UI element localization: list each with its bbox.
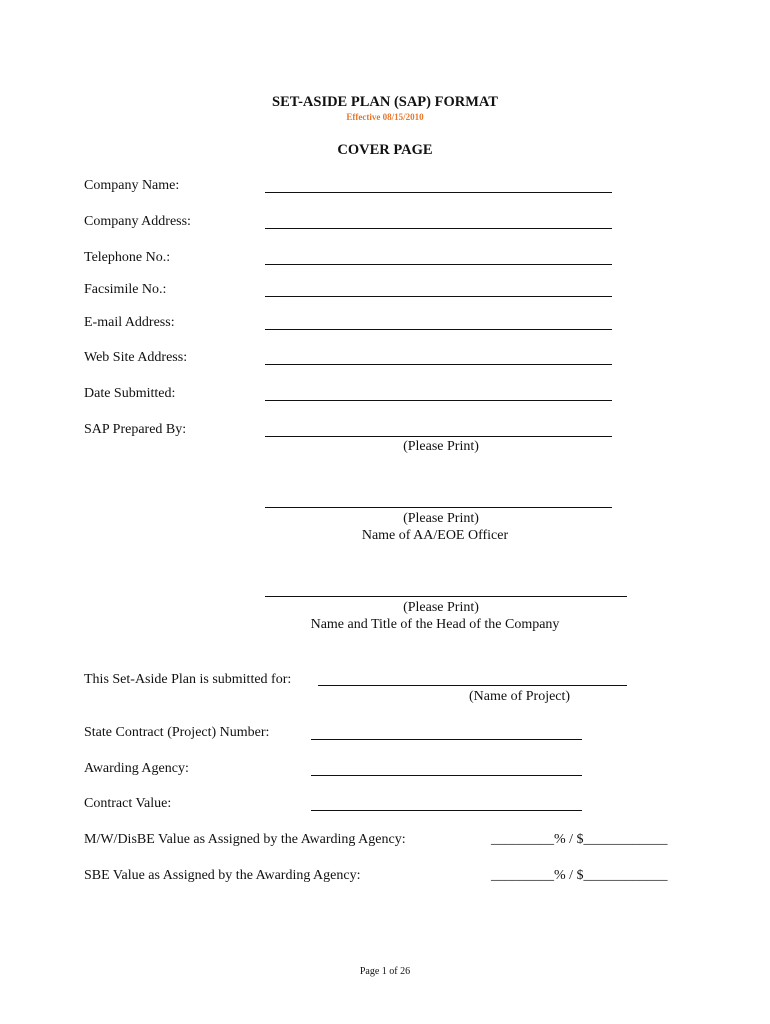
- company-name-field[interactable]: [265, 192, 612, 193]
- awarding-agency-field[interactable]: [311, 775, 582, 776]
- contract-number-field[interactable]: [311, 739, 582, 740]
- email-label: E-mail Address:: [84, 315, 175, 330]
- facsimile-label: Facsimile No.:: [84, 282, 167, 297]
- aa-eoe-officer-please-print: (Please Print): [403, 511, 479, 526]
- company-name-label: Company Name:: [84, 178, 180, 193]
- project-name-caption: (Name of Project): [469, 689, 571, 704]
- contract-number-label: State Contract (Project) Number:: [84, 725, 270, 740]
- date-submitted-field[interactable]: [265, 400, 612, 401]
- email-field[interactable]: [265, 329, 612, 330]
- company-address-field[interactable]: [265, 228, 612, 229]
- prepared-by-label: SAP Prepared By:: [84, 422, 187, 437]
- sbe-value-field[interactable]: _________% / $____________: [491, 868, 668, 883]
- mwdisbe-value-label: M/W/DisBE Value as Assigned by the Awarding Agency:: [84, 832, 406, 847]
- document-title: SET-ASIDE PLAN (SAP) FORMAT: [272, 94, 498, 110]
- website-field[interactable]: [265, 364, 612, 365]
- head-of-company-please-print: (Please Print): [403, 600, 479, 615]
- aa-eoe-officer-field[interactable]: [265, 507, 612, 508]
- aa-eoe-officer-caption: Name of AA/EOE Officer: [361, 528, 509, 543]
- facsimile-field[interactable]: [265, 296, 612, 297]
- head-of-company-field[interactable]: [265, 596, 627, 597]
- mwdisbe-value-field[interactable]: _________% / $____________: [491, 832, 668, 847]
- prepared-by-caption: (Please Print): [403, 439, 479, 454]
- effective-date: Effective 08/15/2010: [346, 112, 424, 122]
- sbe-value-label: SBE Value as Assigned by the Awarding Agency:: [84, 868, 361, 883]
- website-label: Web Site Address:: [84, 350, 188, 365]
- contract-value-label: Contract Value:: [84, 796, 172, 811]
- company-address-label: Company Address:: [84, 214, 191, 229]
- submitted-for-label: This Set-Aside Plan is submitted for:: [84, 672, 292, 687]
- contract-value-field[interactable]: [311, 810, 582, 811]
- prepared-by-field[interactable]: [265, 436, 612, 437]
- page-number: Page 1 of 26: [359, 966, 411, 977]
- cover-page-heading: COVER PAGE: [337, 142, 433, 158]
- project-name-field[interactable]: [318, 685, 627, 686]
- telephone-field[interactable]: [265, 264, 612, 265]
- head-of-company-caption: Name and Title of the Head of the Company: [310, 617, 560, 632]
- date-submitted-label: Date Submitted:: [84, 386, 176, 401]
- awarding-agency-label: Awarding Agency:: [84, 761, 189, 776]
- telephone-label: Telephone No.:: [84, 250, 171, 265]
